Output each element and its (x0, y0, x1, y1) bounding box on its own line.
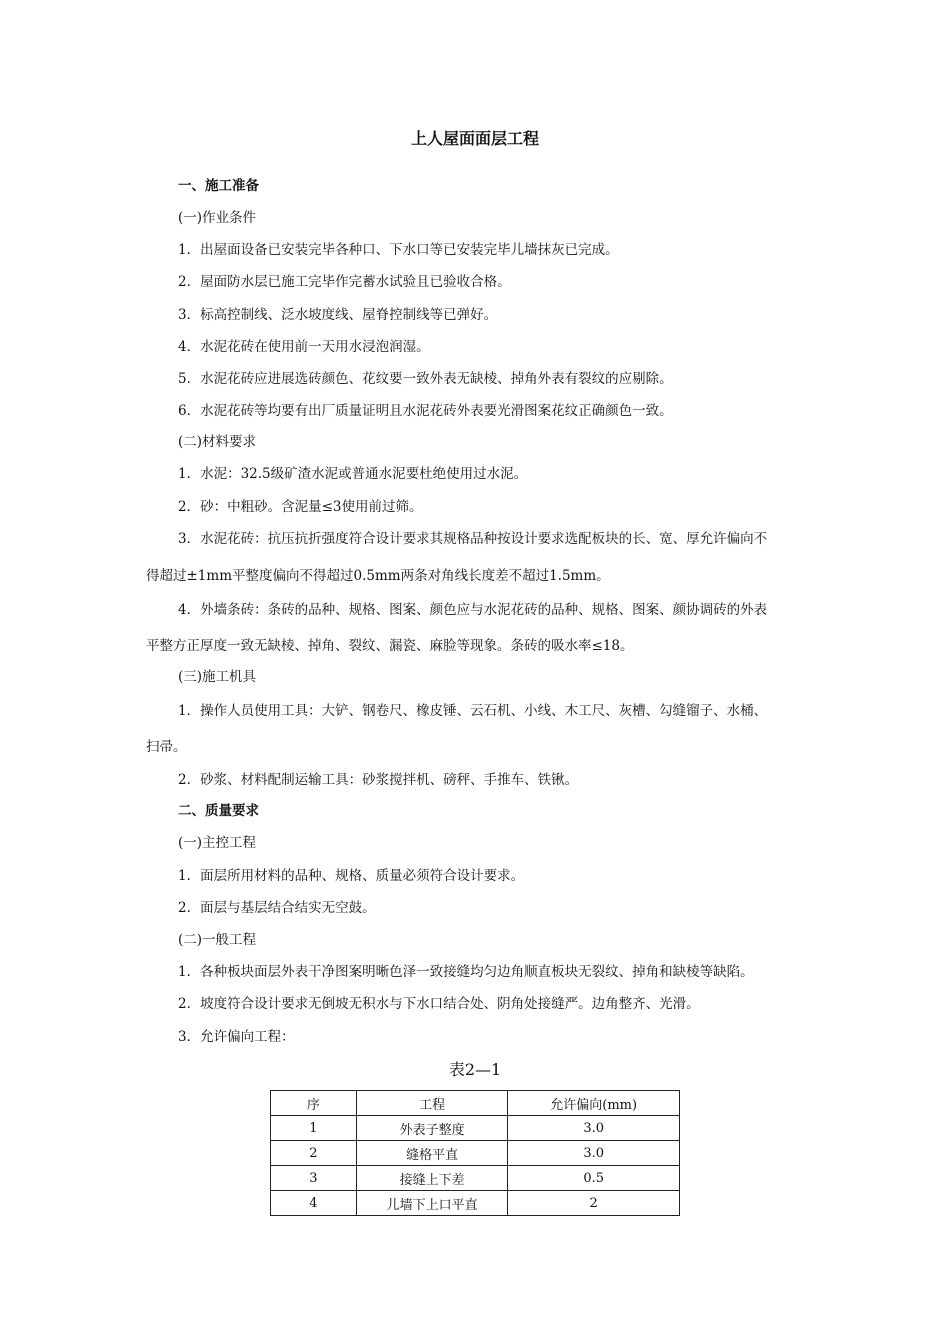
document-title: 上人屋面面层工程 (410, 129, 539, 148)
table-row (271, 1116, 680, 1141)
table-cell: 接缝上下差 (356, 1166, 508, 1191)
table-row (271, 1141, 680, 1166)
subsection-heading: (二)一般工程 (178, 932, 257, 948)
paragraph: 6．水泥花砖等均要有出厂质量证明且水泥花砖外表要光滑图案花纹正确颜色一致。 (178, 403, 673, 419)
paragraph: 2．面层与基层结合结实无空鼓。 (178, 900, 376, 916)
paragraph: 1．各种板块面层外表干净图案明晰色泽一致接缝均匀边角顺直板块无裂纹、掉角和缺棱等缺陷。 (178, 964, 754, 980)
table-caption: 表2—1 (448, 1060, 502, 1079)
table-cell: 3 (271, 1166, 357, 1191)
paragraph: 3．水泥花砖：抗压抗折强度符合设计要求其规格品种按设计要求选配板块的长、宽、厚允许偏向不 (178, 531, 768, 547)
subsection-heading: (一)主控工程 (178, 835, 257, 851)
paragraph: 2．坡度符合设计要求无倒坡无积水与下水口结合处、阴角处接缝严。边角整齐、光滑。 (178, 996, 700, 1012)
table-cell: 儿墙下上口平直 (356, 1191, 508, 1216)
table-cell: 缝格平直 (356, 1141, 508, 1166)
paragraph: 4．水泥花砖在使用前一天用水浸泡润湿。 (178, 339, 430, 355)
paragraph-continuation: 扫帚。 (146, 739, 187, 755)
paragraph: 2．砂：中粗砂。含泥量≤3使用前过筛。 (178, 499, 423, 515)
table-cell: 4 (271, 1191, 357, 1216)
paragraph: 3．标高控制线、泛水坡度线、屋脊控制线等已弹好。 (178, 307, 498, 323)
paragraph-continuation: 得超过±1mm平整度偏向不得超过0.5mm两条对角线长度差不超过1.5mm。 (146, 568, 610, 584)
table-row (271, 1191, 680, 1216)
paragraph: 1．出屋面设备已安装完毕各种口、下水口等已安装完毕儿墙抹灰已完成。 (178, 242, 619, 258)
table-row (271, 1166, 680, 1191)
paragraph: 3．允许偏向工程： (178, 1029, 295, 1045)
subsection-heading: (三)施工机具 (178, 669, 257, 685)
section-heading: 一、施工准备 (178, 178, 259, 194)
tolerance-table (270, 1090, 680, 1216)
table-cell: 2 (271, 1141, 357, 1166)
table-header-row (271, 1091, 680, 1116)
paragraph: 1．水泥：32.5级矿渣水泥或普通水泥要杜绝使用过水泥。 (178, 466, 528, 482)
table-cell: 外表子整度 (356, 1116, 508, 1141)
table-cell: 0.5 (508, 1166, 680, 1191)
table-header-cell: 允许偏向(mm) (508, 1091, 680, 1116)
paragraph: 2．屋面防水层已施工完毕作完蓄水试验且已验收合格。 (178, 274, 511, 290)
table-cell: 1 (271, 1116, 357, 1141)
paragraph: 5．水泥花砖应进展选砖颜色、花纹要一致外表无缺棱、掉角外表有裂纹的应剔除。 (178, 371, 673, 387)
table-header-cell: 工程 (356, 1091, 508, 1116)
table-cell: 2 (508, 1191, 680, 1216)
subsection-heading: (二)材料要求 (178, 434, 257, 450)
paragraph-continuation: 平整方正厚度一致无缺棱、掉角、裂纹、漏瓷、麻脸等现象。条砖的吸水率≤18。 (146, 638, 634, 654)
paragraph: 1．面层所用材料的品种、规格、质量必须符合设计要求。 (178, 868, 525, 884)
paragraph: 4．外墙条砖：条砖的品种、规格、图案、颜色应与水泥花砖的品种、规格、图案、颜协调砖的外表 (178, 602, 768, 618)
subsection-heading: (一)作业条件 (178, 210, 257, 226)
paragraph: 2．砂浆、材料配制运输工具：砂浆搅拌机、磅秤、手推车、铁锹。 (178, 772, 579, 788)
table-cell: 3.0 (508, 1116, 680, 1141)
section-heading: 二、质量要求 (178, 803, 259, 819)
paragraph: 1．操作人员使用工具：大铲、钢卷尺、橡皮锤、云石机、小线、木工尺、灰槽、勾缝镏子、水桶、 (178, 703, 768, 719)
table-cell: 3.0 (508, 1141, 680, 1166)
table-header-cell: 序 (271, 1091, 357, 1116)
